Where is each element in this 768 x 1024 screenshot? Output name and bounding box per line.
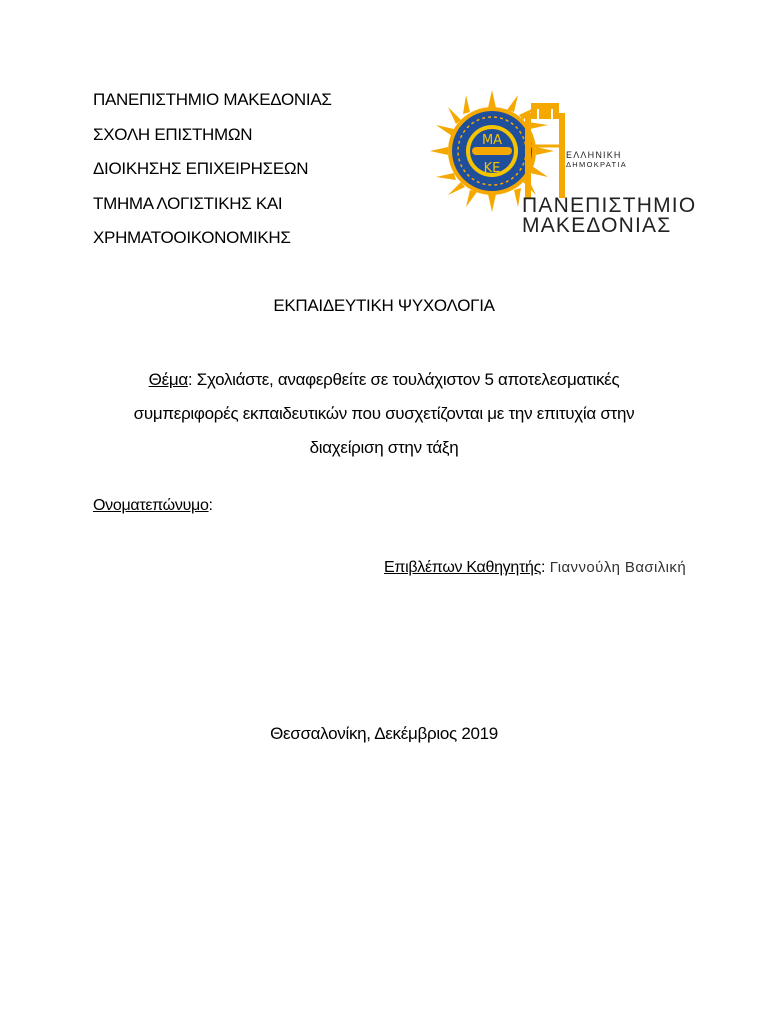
header-school-cont: ΔΙΟΙΚΗΣΗΣ ΕΠΙΧΕΙΡΗΣΕΩΝ — [93, 159, 309, 178]
topic-separator: : — [187, 370, 193, 389]
student-name-separator: : — [208, 497, 213, 514]
greek-republic-label — [566, 150, 627, 170]
topic-line-2: συμπεριφορές εκπαιδευτικών που συσχετίζονται με την επιτυχία στην — [133, 404, 635, 423]
header-department: ΤΜΗΜΑ ΛΟΓΙΣΤΙΚΗΣ ΚΑΙ — [93, 193, 283, 213]
topic-block — [60, 363, 708, 465]
supervisor-name: Γιαννούλη Βασιλική — [545, 559, 687, 576]
logo-university-line2: ΜΑΚΕΔΟΝΙΑΣ — [522, 214, 672, 237]
logo-university-name — [522, 196, 696, 236]
seal-letters-bottom: ΚΕ — [483, 161, 501, 176]
logo-university-line1: ΠΑΝΕΠΙΣΤΗΜΙΟ — [522, 194, 697, 217]
supervisor-label: Επιβλέπων Καθηγητής — [384, 559, 542, 576]
seal-letters-top: ΜΑ — [481, 133, 503, 148]
place-date: Θεσσαλονίκη, Δεκέμβριος 2019 — [270, 724, 498, 743]
header-university: ΠΑΝΕΠΙΣΤΗΜΙΟ ΜΑΚΕΔΟΝΙΑΣ — [93, 90, 332, 109]
student-name-label: Ονοματεπώνυμο — [93, 497, 209, 514]
topic-label: Θέμα — [148, 370, 188, 389]
supervisor-separator: : — [541, 559, 546, 576]
institution-header — [93, 90, 393, 263]
student-name-line — [93, 497, 213, 515]
topic-text-1: Σχολιάστε, αναφερθείτε σε τουλάχιστον 5 αποτελεσματικές — [192, 370, 620, 389]
header-department-cont: ΧΡΗΜΑΤΟΟΙΚΟΝΟΜΙΚΗΣ — [93, 228, 291, 247]
supervisor-line — [384, 559, 686, 577]
header-school: ΣΧΟΛΗ ΕΠΙΣΤΗΜΩΝ — [93, 124, 253, 144]
greek-republic-line2: ΔΗΜΟΚΡΑΤΙΑ — [566, 160, 628, 169]
topic-line-3: διαχείριση στην τάξη — [309, 438, 459, 457]
topic-line-1 — [60, 363, 708, 397]
greek-republic-line1: ΕΛΛΗΝΙΚΗ — [566, 150, 622, 160]
course-title: ΕΚΠΑΙΔΕΥΤΙΚΗ ΨΥΧΟΛΟΓΙΑ — [273, 296, 495, 315]
